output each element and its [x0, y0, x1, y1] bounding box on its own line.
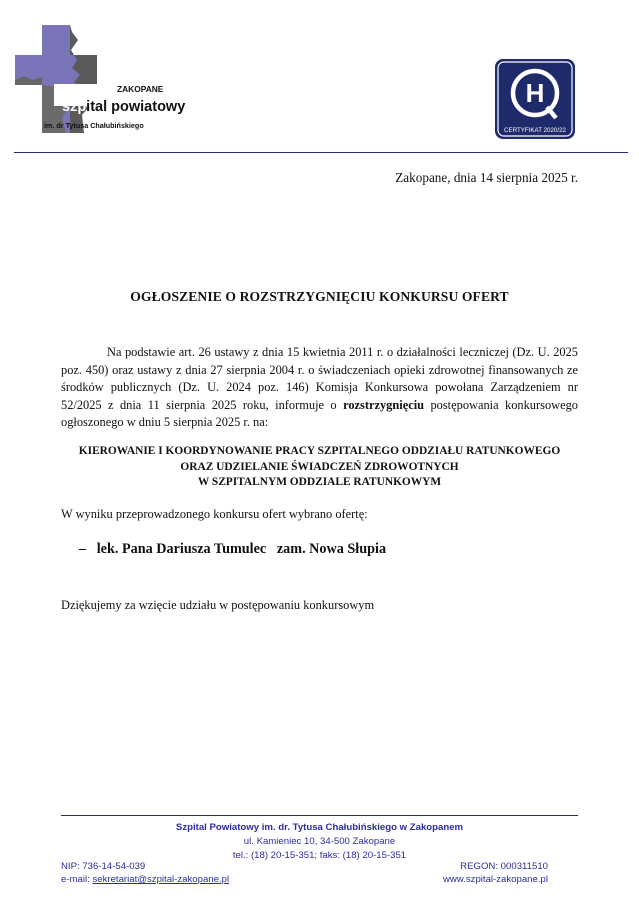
- body-paragraph: [61, 344, 578, 432]
- email-label: e-mail:: [61, 874, 93, 885]
- header-divider: [14, 152, 628, 153]
- footer-phones: tel.: (18) 20-15-351; faks: (18) 20-15-351: [232, 850, 407, 861]
- footer-nip: NIP: 736-14-54-039: [61, 861, 146, 872]
- hospital-logo: [14, 20, 186, 140]
- hospital-cross-icon: [14, 20, 186, 140]
- svg-text:H: H: [525, 78, 545, 108]
- footer-address: ul. Kamieniec 10, 34-500 Zakopane: [243, 836, 396, 847]
- logo-line3: im. dr Tytusa Chałubińskiego: [44, 121, 144, 130]
- email-link[interactable]: sekretariat@szpital-zakopane.pl: [92, 874, 230, 885]
- thanks-note: Dziękujemy za wzięcie udziału w postępowaniu konkursowym: [61, 598, 375, 612]
- selected-offer: – lek. Pana Dariusza Tumulec zam. Nowa Słupia: [79, 541, 387, 557]
- logo-line2: szpital powiatowy: [62, 99, 186, 115]
- badge-caption: CERTYFIKAT 2020/22: [504, 127, 566, 134]
- body-text-2: postępowania konkursowego ogłoszonego w dniu 5 sierpnia 2025 r. na:: [61, 397, 578, 430]
- footer-divider: [61, 815, 578, 816]
- date-line: Zakopane, dnia 14 sierpnia 2025 r.: [395, 170, 578, 185]
- footer-email: [61, 874, 229, 885]
- body-text-1: Na podstawie art. 26 ustawy z dnia 15 kwietnia 2011 r. o działalności leczniczej (Dz. U. 2025 poz. 450) oraz ustawy z dnia 27 sierpnia 2004 r. o świadczeniach opieki zdrowotnej finansowanych ze środków publicznych (Dz. U. 2024 poz. 146) Komisja Konkursowa powołana Zarządzeniem nr 52/2025 z dnia 11 sierpnia 2025 roku, informuje o: [61, 345, 578, 412]
- result-intro: W wyniku przeprowadzonego konkursu ofert wybrano ofertę:: [61, 507, 368, 521]
- subject-line: W SZPITALNYM ODDZIALE RATUNKOWYM: [197, 476, 442, 489]
- certificate-badge: [494, 58, 576, 140]
- subject-line: ORAZ UDZIELANIE ŚWIADCZEŃ ZDROWOTNYCH: [180, 460, 459, 473]
- document-title: OGŁOSZENIE O ROZSTRZYGNIĘCIU KONKURSU OFERT: [130, 289, 509, 304]
- footer-website[interactable]: www.szpital-zakopane.pl: [442, 874, 548, 885]
- subject-line: KIEROWANIE I KOORDYNOWANIE PRACY SZPITALNEGO ODDZIAŁU RATUNKOWEGO: [78, 445, 561, 457]
- body-bold-text: rozstrzygnięciu: [343, 397, 425, 412]
- footer-hospital-name: Szpital Powiatowy im. dr. Tytusa Chałubińskiego w Zakopanem: [175, 822, 464, 833]
- footer-regon: REGON: 000311510: [460, 861, 548, 872]
- logo-line1: ZAKOPANE: [117, 84, 164, 94]
- contest-subject: [0, 444, 639, 491]
